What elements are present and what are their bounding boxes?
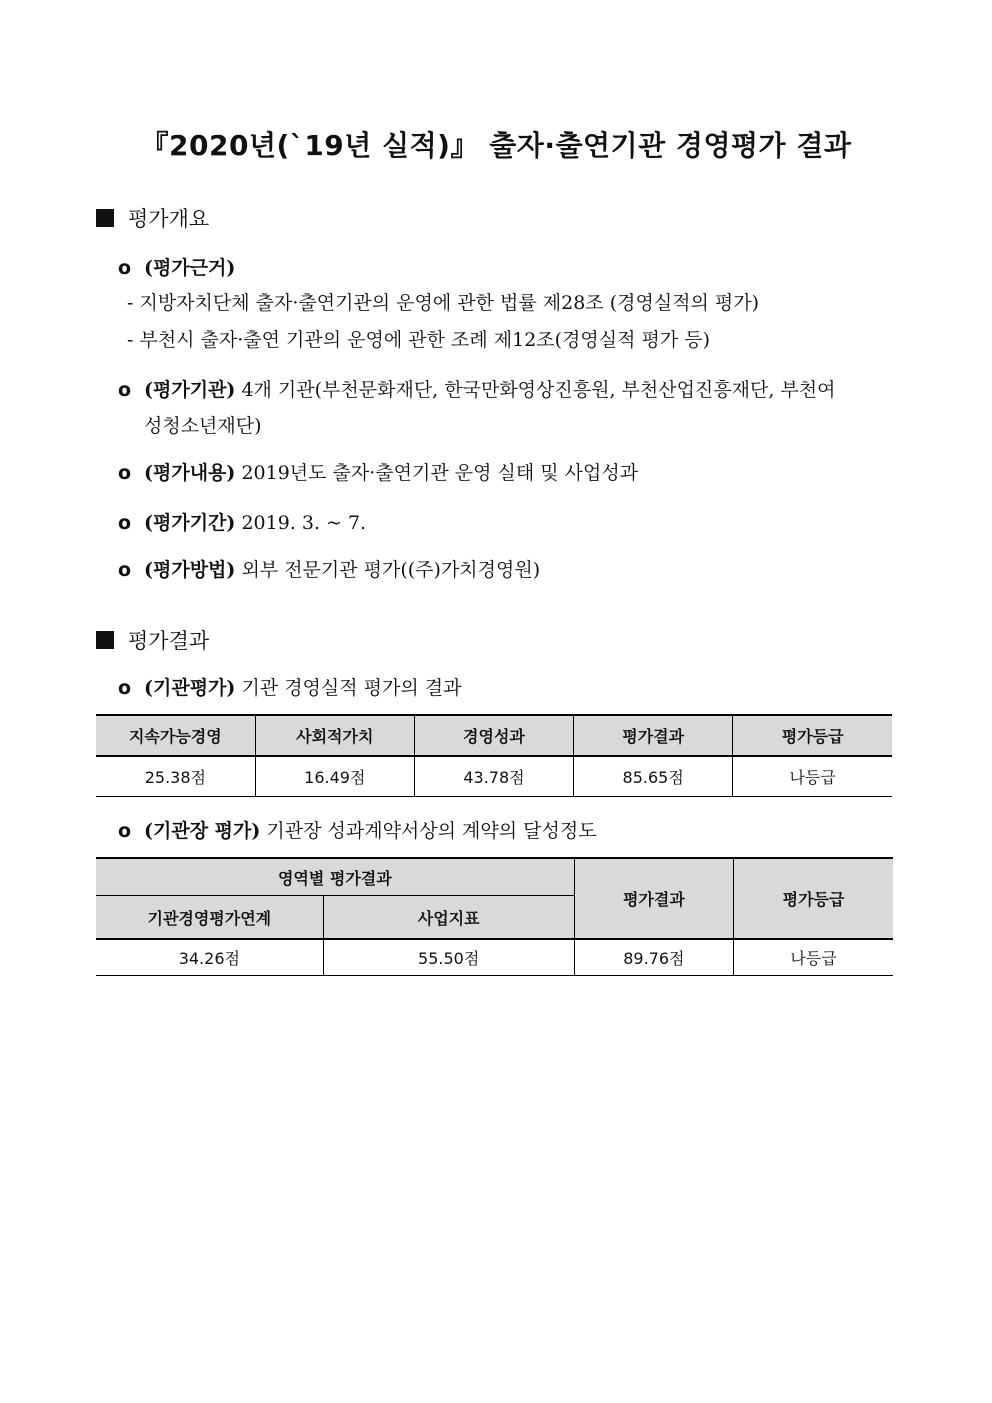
column-header: 평가결과: [574, 715, 733, 756]
table-cell: 34.26점: [96, 939, 323, 976]
table-cell: 43.78점: [414, 756, 573, 797]
circle-bullet-icon: o: [118, 820, 132, 842]
period-item: [118, 505, 908, 541]
item-text-cont: 성청소년재단): [144, 415, 262, 437]
column-header: 지속가능경영: [96, 715, 255, 756]
method-item: [118, 552, 908, 588]
column-header: 사회적가치: [255, 715, 414, 756]
column-header: 경영성과: [414, 715, 573, 756]
basis-line-2: - 부천시 출자·출연 기관의 운영에 관한 조례 제12조(경영실적 평가 등): [127, 329, 711, 351]
basis-line-1: - 지방자치단체 출자·출연기관의 운영에 관한 법률 제28조 (경영실적의 평가): [127, 292, 760, 314]
content-item: [118, 455, 908, 491]
table-cell: 나등급: [734, 939, 893, 976]
item-label: (기관장 평가): [144, 820, 261, 842]
org-eval-table: [96, 714, 892, 797]
table-cell: 나등급: [733, 756, 892, 797]
circle-bullet-icon: o: [118, 559, 132, 581]
basis-item: [118, 250, 908, 286]
section-heading: 평가개요: [128, 207, 210, 231]
table-cell: 85.65점: [574, 756, 733, 797]
head-eval-item: [118, 813, 908, 849]
table-row: [96, 939, 893, 976]
item-text: 2019년도 출자·출연기관 운영 실태 및 사업성과: [235, 462, 639, 484]
circle-bullet-icon: o: [118, 257, 132, 279]
table-cell: 25.38점: [96, 756, 255, 797]
agencies-item: [118, 372, 908, 444]
circle-bullet-icon: o: [118, 462, 132, 484]
table-row: [96, 756, 892, 797]
circle-bullet-icon: o: [118, 512, 132, 534]
section-results: [96, 625, 209, 655]
column-header: 평가등급: [733, 715, 892, 756]
circle-bullet-icon: o: [118, 677, 132, 699]
item-text: 2019. 3. ~ 7.: [235, 512, 367, 534]
item-text: 기관 경영실적 평가의 결과: [235, 677, 462, 699]
section-heading: 평가결과: [128, 629, 210, 653]
table-cell: 55.50점: [323, 939, 574, 976]
column-header: 기관경영평가연계: [96, 896, 323, 940]
item-label: (평가방법): [144, 559, 236, 581]
circle-bullet-icon: o: [118, 379, 132, 401]
page-title: 『2020년(`19년 실적)』 출자·출연기관 경영평가 결과: [140, 129, 852, 162]
item-text: 기관장 성과계약서상의 계약의 달성정도: [260, 820, 597, 842]
item-label: (기관평가): [144, 677, 236, 699]
group-header: 영역별 평가결과: [96, 858, 574, 896]
item-text: 4개 기관(부천문화재단, 한국만화영상진흥원, 부천산업진흥재단, 부천여: [235, 379, 836, 401]
section-overview: [96, 203, 209, 233]
square-bullet-icon: [96, 631, 114, 649]
item-label: (평가근거): [144, 257, 236, 279]
square-bullet-icon: [96, 209, 114, 227]
item-label: (평가기간): [144, 512, 236, 534]
table-header-row: [96, 715, 892, 756]
column-header: 사업지표: [323, 896, 574, 940]
org-eval-item: [118, 670, 908, 706]
item-label: (평가기관): [144, 379, 236, 401]
table-cell: 16.49점: [255, 756, 414, 797]
item-label: (평가내용): [144, 462, 236, 484]
table-cell: 89.76점: [574, 939, 733, 976]
column-header: 평가결과: [574, 858, 733, 939]
column-header: 평가등급: [734, 858, 893, 939]
item-text: 외부 전문기관 평가((주)가치경영원): [235, 559, 541, 581]
table-header-row: [96, 858, 893, 896]
head-eval-table: [96, 857, 893, 976]
